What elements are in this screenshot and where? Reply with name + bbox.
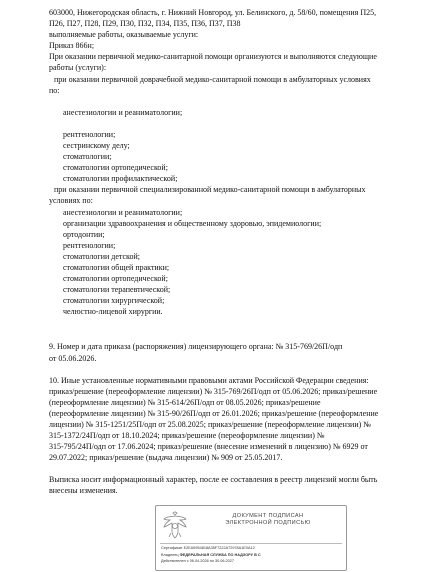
list-item: стоматологии детской; — [63, 251, 141, 261]
group1-header: при оказании первичной доврачебной медико-санитарной помощи в амбулаторных условиях — [54, 74, 371, 84]
spacer — [49, 463, 411, 474]
spacer — [49, 330, 411, 341]
section-10-line: 29.07.2022; приказ/решение (выдача лицензии) № 909 от 25.05.2017. — [49, 453, 283, 463]
list-item: рентгенологии; — [63, 240, 116, 250]
works-intro: работы (услуги): — [49, 63, 107, 73]
group2-list — [49, 207, 411, 318]
group2-header: при оказании первичной специализированной медико-санитарной помощи в амбулаторных — [54, 185, 366, 195]
section-10-line: 10. Иные установленные нормативными правовыми актами Российской Федерации сведения: — [49, 375, 369, 385]
list-item: стоматологии общей практики; — [63, 262, 170, 272]
list-item: стоматологии хирургической; — [63, 296, 165, 306]
group1-list — [49, 107, 411, 185]
address-line: 603000, Нижегородская область, г. Нижний Новгород, ул. Белинского, д. 58/60, помещения П25, — [49, 8, 377, 17]
list-item: анестезиологии и реаниматологии; — [63, 107, 183, 117]
disclaimer-note — [49, 474, 411, 496]
section-10 — [49, 375, 411, 464]
section-10-line: 315-1372/24П/одп от 18.10.2024; приказ/решение (переоформление лицензии) № — [49, 431, 325, 441]
owner-label: Владелец — [161, 552, 179, 557]
list-item: стоматологии терапевтической; — [63, 285, 171, 295]
stamp-details — [161, 545, 343, 565]
list-item: стоматологии ортопедической; — [63, 163, 168, 173]
section-10-line: приказ/решение (переоформление лицензии) № 315-769/26П/одп от 05.06.2026; приказ/решение — [49, 386, 378, 396]
list-item: стоматологии профилактической; — [63, 174, 178, 184]
note-line: Выписка носит информационный характер, после ее составления в реестр лицензий могли быть — [49, 475, 378, 485]
works-label: выполняемые работы, оказываемые услуги: — [49, 30, 199, 40]
group2-header: условиях по: — [49, 196, 93, 206]
owner-row — [161, 552, 343, 559]
section-9-line: 9. Номер и дата приказа (распоряжения) лицензирующего органа: № 315-769/26П/одп — [49, 342, 343, 352]
section-10-line: 315-795/24П/одп от 17.06.2024; приказ/решение (внесение изменений в лицензию) № 6929 от — [49, 442, 368, 452]
list-item: ортодонтии; — [63, 229, 105, 239]
spacer — [49, 96, 411, 107]
list-item: рентгенологии; — [63, 129, 116, 139]
list-item: сестринскому делу; — [63, 140, 130, 150]
order-ref: Приказ 866н; — [49, 41, 95, 51]
spacer — [49, 317, 411, 330]
section-10-line: (переоформление лицензии) № 315-90/26П/одп от 26.01.2026; приказ/решение (переоформление — [49, 408, 379, 418]
list-item: стоматологии ортопедической; — [63, 274, 168, 284]
owner-value: ФЕДЕРАЛЬНАЯ СЛУЖБА ПО НАДЗОРУ В С — [179, 552, 261, 557]
spacer — [49, 118, 411, 129]
stamp-divider — [160, 543, 342, 544]
list-item: челюстно-лицевой хирургии. — [63, 307, 163, 317]
group1-header: по: — [49, 85, 60, 95]
validity-row: Действителен с 06.04.2026 по 30.06.2027 — [161, 559, 234, 564]
address-line: П26, П27, П28, П29, П30, П32, П34, П35, П36, П37, П38 — [49, 19, 241, 29]
stamp-title-line: ДОКУМЕНТ ПОДПИСАН — [232, 513, 304, 519]
section-9 — [49, 341, 411, 363]
document-body — [49, 7, 411, 497]
certificate-row — [161, 545, 343, 552]
list-item: анестезиологии и реаниматологии; — [63, 207, 183, 217]
spacer — [49, 364, 411, 375]
works-intro: При оказании первичной медико-санитарной помощи организуются и выполняются следующие — [49, 52, 377, 62]
note-line: внесены изменения. — [49, 486, 118, 496]
electronic-signature-stamp — [155, 505, 347, 571]
list-item: стоматологии; — [63, 152, 112, 162]
section-10-line: лицензии) № 315-1251/25П/одп от 25.08.2025; приказ/решение (переоформление лицензии) № — [49, 420, 371, 429]
double-headed-eagle-emblem-icon — [162, 511, 188, 541]
certificate-value: E2EA5954818A35F7222A72978A1E0A12 — [183, 546, 255, 550]
stamp-title-line: ЭЛЕКТРОННОЙ ПОДПИСЬЮ — [225, 520, 311, 526]
section-9-line: от 05.06.2026. — [49, 353, 97, 363]
stamp-title — [198, 513, 338, 527]
section-10-line: (переоформление лицензии) № 315-614/26П/одп от 08.05.2026; приказ/решение — [49, 397, 321, 407]
list-item: организации здравоохранения и общественному здоровью, эпидемиологии; — [63, 218, 322, 228]
certificate-label: Сертификат — [161, 546, 183, 550]
